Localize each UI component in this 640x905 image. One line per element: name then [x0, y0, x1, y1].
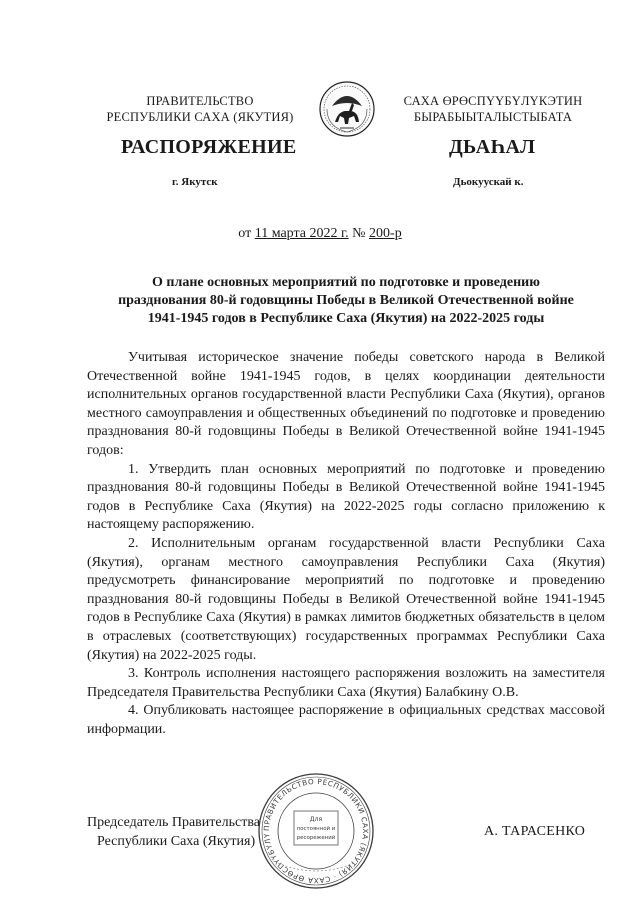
- position-line2: Республики Саха (Якутия): [97, 833, 256, 849]
- document-title: [88, 274, 604, 328]
- body-item-3: 3. Контроль исполнения настоящего распоряжения возложить на заместителя Председателя Правительства Республики Саха (Якутия) Балабкину О.В.: [87, 666, 605, 700]
- position-line1: Председатель Правительства: [87, 815, 260, 830]
- signatory-name: А. ТАРАСЕНКО: [484, 824, 586, 839]
- seal-ring-text: ПРАВИТЕЛЬСТВО РЕСПУБЛИКИ САХА (ЯКУТИЯ) · САХА ӨРӨСПҮҮБҮЛҮ: [261, 776, 371, 886]
- coat-of-arms-emblem: [318, 78, 376, 140]
- title-line2: празднования 80-й годовщины Победы в Великой Отечественной войне: [118, 293, 574, 308]
- header-right-line2: БЫРАБЫЫТАЛЫСТЫБАТА: [413, 110, 573, 124]
- document-number: 200-р: [369, 226, 402, 241]
- body-item-2: 2. Исполнительным органам государственной власти Республики Саха (Якутия), органам местного самоуправления Республики Саха (Якутия) предусмотреть финансирование мероприятий по подготовке и проведению празднования 80-й годовщины Победы в Великой Отечественной войне 1941-1945 годов в Республике Саха (Якутия) в рамках лимитов бюджетных обязательств в целом в отраслевых (соответствующих) государственных программах Республики Саха (Якутия) на 2022-2025 годы.: [87, 535, 605, 663]
- official-seal-stamp: [256, 771, 376, 891]
- city-sakha: Дьокуускай к.: [453, 176, 524, 188]
- header-right-line1: САХА ӨРӨСПҮҮБҮЛҮКЭТИН: [403, 94, 583, 108]
- document-date: 11 марта 2022 г.: [254, 226, 349, 241]
- body-item-4: 4. Опубликовать настоящее распоряжение в официальных средствах массовой информации.: [87, 703, 605, 737]
- number-sign: №: [352, 226, 366, 241]
- doc-type-sakha: ДЬАҺАЛ: [449, 136, 536, 158]
- document-body: [87, 349, 605, 739]
- seal-graphic: [256, 771, 376, 891]
- seal-center-line3: ресорежений: [296, 835, 336, 841]
- seal-center-line2: постоянной и: [296, 826, 336, 832]
- date-prefix: от: [238, 226, 252, 241]
- date-line: [0, 226, 640, 242]
- header-left-line2: РЕСПУБЛИКИ САХА (ЯКУТИЯ): [106, 110, 294, 124]
- header-left-line1: ПРАВИТЕЛЬСТВО: [146, 94, 254, 108]
- title-line1: О плане основных мероприятий по подготовке и проведению: [152, 275, 540, 290]
- header-left: [100, 93, 300, 125]
- body-intro: Учитывая историческое значение победы советского народа в Великой Отечественной войне 1941-1945 годов, в целях координации деятельности исполнительных органов государственной власти Республики Саха (Якутия), органов местного самоуправления и общественных объединений по подготовке и проведению празднования 80-й годовщины Победы в Великой Отечественной войне 1941-1945 годов:: [87, 350, 605, 458]
- doc-type-ru: РАСПОРЯЖЕНИЕ: [121, 136, 297, 158]
- header-right: [382, 93, 604, 125]
- title-line3: 1941-1945 годов в Республике Саха (Якутия) на 2022-2025 годы: [147, 311, 545, 326]
- body-item-1: 1. Утвердить план основных мероприятий по подготовке и проведению празднования 80-й годовщины Победы в Великой Отечественной войне 1941-1945 годов в Республике Саха (Якутия) на 2022-2025 годы согласно приложению к настоящему распоряжению.: [87, 461, 605, 533]
- seal-center-line1: Для: [309, 816, 323, 823]
- signatory-position: [87, 814, 260, 851]
- city-ru: г. Якутск: [172, 176, 218, 188]
